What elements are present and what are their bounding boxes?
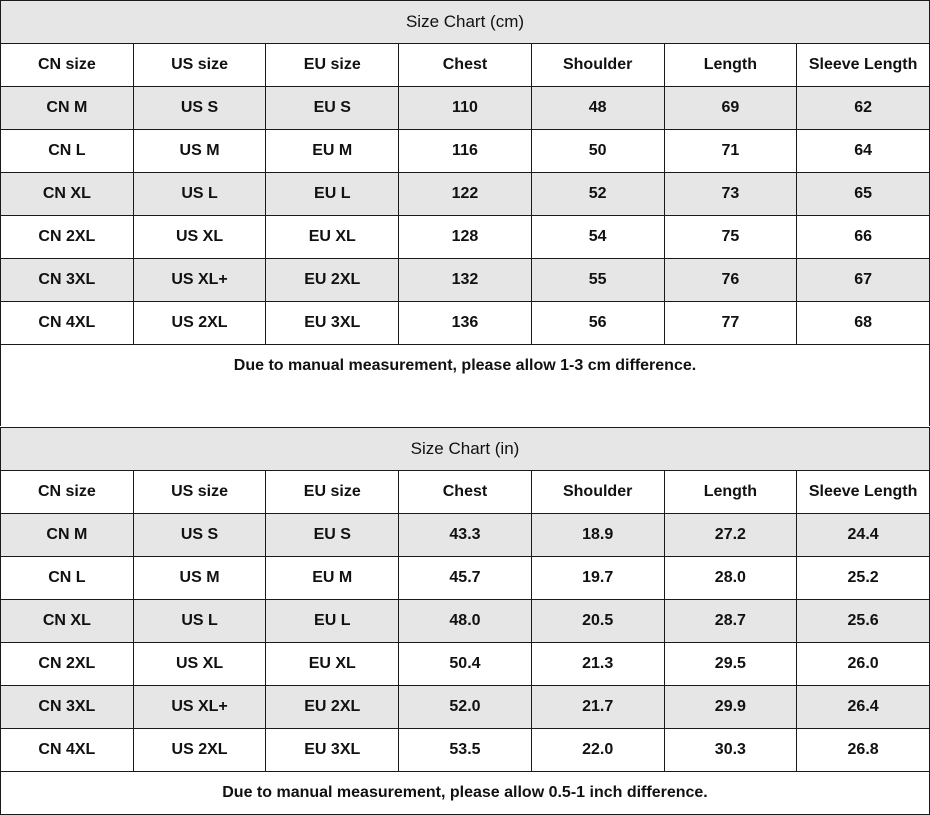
table-cell: EU XL	[266, 643, 399, 686]
table-cell: US XL	[133, 643, 266, 686]
table-cell: US S	[133, 514, 266, 557]
column-header: EU size	[266, 44, 399, 87]
note-row	[1, 772, 930, 815]
table-cell: US M	[133, 130, 266, 173]
size-chart-cm	[0, 0, 930, 388]
column-header: CN size	[1, 44, 134, 87]
table-cell: 26.8	[797, 729, 930, 772]
column-header: CN size	[1, 471, 134, 514]
column-header: Sleeve Length	[797, 471, 930, 514]
table-cell: 50	[531, 130, 664, 173]
column-header: Length	[664, 44, 797, 87]
table-row	[1, 557, 930, 600]
table-row	[1, 600, 930, 643]
table-cell: EU 2XL	[266, 259, 399, 302]
column-header: US size	[133, 471, 266, 514]
table-cell: EU S	[266, 87, 399, 130]
table-cell: 22.0	[531, 729, 664, 772]
table-cell: 24.4	[797, 514, 930, 557]
table-cell: 52.0	[399, 686, 532, 729]
table-cell: CN M	[1, 514, 134, 557]
table-cell: 28.7	[664, 600, 797, 643]
table-cell: 62	[797, 87, 930, 130]
table-cell: CN XL	[1, 600, 134, 643]
table-cell: 48.0	[399, 600, 532, 643]
table-cell: EU L	[266, 600, 399, 643]
table-cell: 26.0	[797, 643, 930, 686]
table-cell: 25.6	[797, 600, 930, 643]
chart-title: Size Chart (in)	[1, 428, 930, 471]
table-row	[1, 729, 930, 772]
table-cell: US 2XL	[133, 729, 266, 772]
table-cell: 76	[664, 259, 797, 302]
table-cell: 25.2	[797, 557, 930, 600]
chart-title-row	[1, 1, 930, 44]
table-cell: 29.9	[664, 686, 797, 729]
table-cell: 43.3	[399, 514, 532, 557]
table-cell: 132	[399, 259, 532, 302]
table-cell: US L	[133, 600, 266, 643]
table-cell: 68	[797, 302, 930, 345]
table-cell: 116	[399, 130, 532, 173]
table-cell: 48	[531, 87, 664, 130]
table-cell: US S	[133, 87, 266, 130]
table-cell: CN 3XL	[1, 259, 134, 302]
table-cell: 30.3	[664, 729, 797, 772]
table-cell: 53.5	[399, 729, 532, 772]
table-cell: US L	[133, 173, 266, 216]
table-cell: EU S	[266, 514, 399, 557]
table-cell: 26.4	[797, 686, 930, 729]
table-cell: CN 2XL	[1, 216, 134, 259]
table-cell: 20.5	[531, 600, 664, 643]
chart-title-row	[1, 428, 930, 471]
table-cell: CN 4XL	[1, 729, 134, 772]
table-gap	[0, 385, 930, 426]
header-row	[1, 471, 930, 514]
column-header: Length	[664, 471, 797, 514]
table-row	[1, 173, 930, 216]
table-row	[1, 259, 930, 302]
table-cell: 28.0	[664, 557, 797, 600]
table-row	[1, 686, 930, 729]
table-cell: 55	[531, 259, 664, 302]
table-cell: 54	[531, 216, 664, 259]
table-cell: EU 3XL	[266, 302, 399, 345]
table-cell: EU M	[266, 130, 399, 173]
table-row	[1, 87, 930, 130]
measurement-note: Due to manual measurement, please allow 0.5-1 inch difference.	[1, 772, 930, 815]
column-header: Sleeve Length	[797, 44, 930, 87]
table-cell: 71	[664, 130, 797, 173]
table-cell: 73	[664, 173, 797, 216]
table-cell: EU XL	[266, 216, 399, 259]
table-cell: 18.9	[531, 514, 664, 557]
table-cell: 110	[399, 87, 532, 130]
table-row	[1, 514, 930, 557]
column-header: Chest	[399, 471, 532, 514]
table-cell: CN XL	[1, 173, 134, 216]
table-cell: 64	[797, 130, 930, 173]
table-cell: EU 2XL	[266, 686, 399, 729]
table-row	[1, 302, 930, 345]
column-header: EU size	[266, 471, 399, 514]
column-header: Shoulder	[531, 44, 664, 87]
column-header: Shoulder	[531, 471, 664, 514]
table-row	[1, 643, 930, 686]
table-cell: 136	[399, 302, 532, 345]
table-cell: US M	[133, 557, 266, 600]
table-cell: 56	[531, 302, 664, 345]
table-cell: 52	[531, 173, 664, 216]
note-row	[1, 345, 930, 388]
column-header: Chest	[399, 44, 532, 87]
table-cell: CN 2XL	[1, 643, 134, 686]
measurement-note: Due to manual measurement, please allow 1-3 cm difference.	[1, 345, 930, 388]
table-cell: CN L	[1, 557, 134, 600]
table-cell: US XL+	[133, 259, 266, 302]
table-cell: 50.4	[399, 643, 532, 686]
table-cell: 19.7	[531, 557, 664, 600]
table-cell: 29.5	[664, 643, 797, 686]
table-cell: US XL	[133, 216, 266, 259]
table-cell: US 2XL	[133, 302, 266, 345]
size-chart-in	[0, 427, 930, 815]
table-cell: 128	[399, 216, 532, 259]
table-cell: CN 4XL	[1, 302, 134, 345]
table-cell: 27.2	[664, 514, 797, 557]
table-cell: 66	[797, 216, 930, 259]
table-cell: EU L	[266, 173, 399, 216]
table-cell: 77	[664, 302, 797, 345]
table-cell: CN 3XL	[1, 686, 134, 729]
table-cell: US XL+	[133, 686, 266, 729]
table-cell: 122	[399, 173, 532, 216]
table-cell: 45.7	[399, 557, 532, 600]
table-cell: CN L	[1, 130, 134, 173]
header-row	[1, 44, 930, 87]
table-cell: 75	[664, 216, 797, 259]
table-row	[1, 216, 930, 259]
table-cell: 67	[797, 259, 930, 302]
table-cell: EU M	[266, 557, 399, 600]
table-cell: CN M	[1, 87, 134, 130]
table-cell: 21.7	[531, 686, 664, 729]
chart-title: Size Chart (cm)	[1, 1, 930, 44]
column-header: US size	[133, 44, 266, 87]
table-cell: 69	[664, 87, 797, 130]
table-cell: 65	[797, 173, 930, 216]
table-cell: 21.3	[531, 643, 664, 686]
table-row	[1, 130, 930, 173]
table-cell: EU 3XL	[266, 729, 399, 772]
